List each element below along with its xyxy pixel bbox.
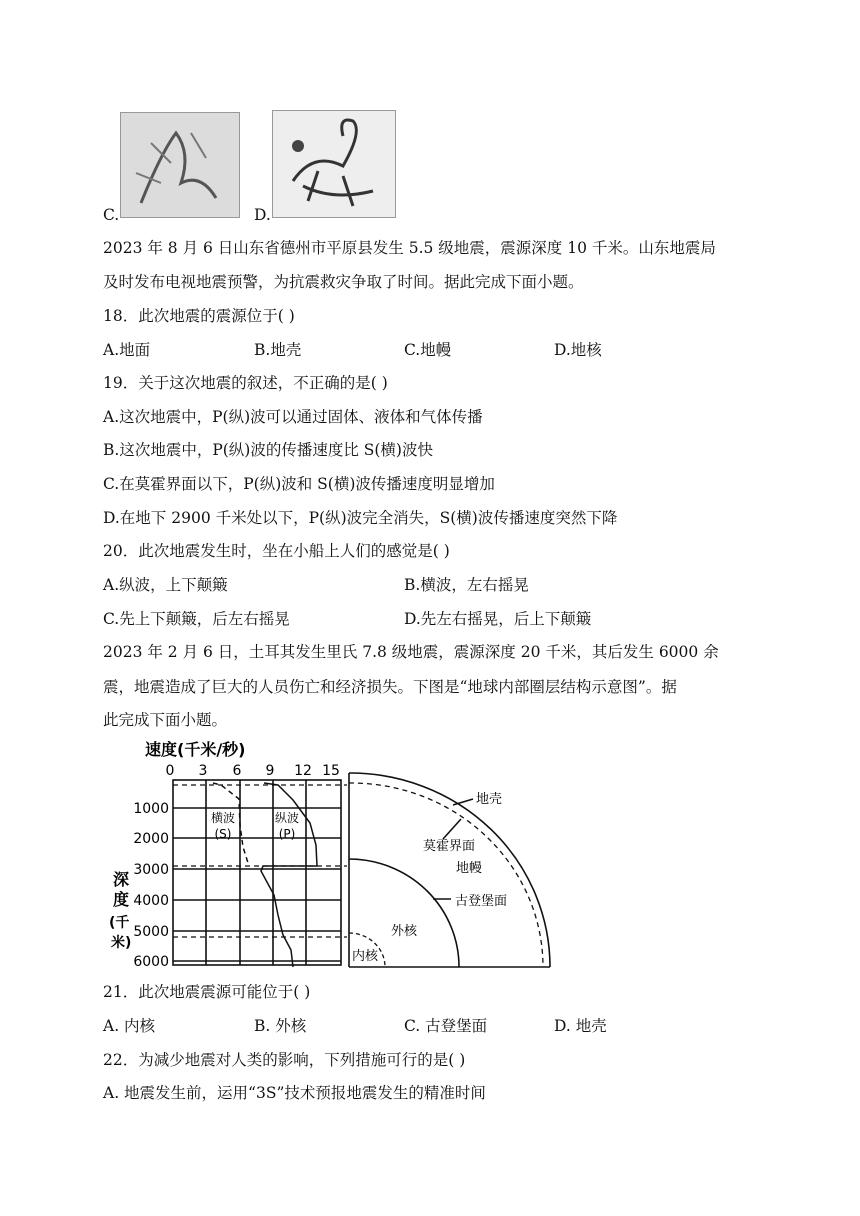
q19-option-b: B.这次地震中，P(纵)波的传播速度比 S(横)波快 (103, 441, 433, 459)
q21-stem: 21．此次地震震源可能位于( ) (103, 983, 311, 1001)
q20-stem: 20．此次地震发生时，坐在小船上人们的感觉是( ) (103, 542, 450, 560)
passage1-line1: 2023 年 8 月 6 日山东省德州市平原县发生 5.5 级地震，震源深度 10 千米。山东地震局 (103, 239, 716, 257)
q18-stem: 18．此次地震的震源位于( ) (103, 307, 295, 325)
gutenberg-label: 古登堡面 (455, 894, 508, 909)
s-wave-label: 横波 (210, 811, 236, 825)
depth-tick: 3000 (133, 862, 169, 878)
option-d-image (272, 110, 396, 218)
outer-core-label: 外核 (391, 924, 418, 939)
p-wave-label: 纵波 (274, 811, 300, 825)
speed-tick: 9 (265, 763, 275, 779)
depth-axis-label: 米) (111, 935, 132, 951)
q21-option-c: C. 古登堡面 (404, 1017, 488, 1035)
q21-option-a: A. 内核 (103, 1017, 156, 1035)
passage1-line2: 及时发布电视地震预警，为抗震救灾争取了时间。据此完成下面小题。 (103, 273, 584, 291)
q19-option-a: A.这次地震中，P(纵)波可以通过固体、液体和气体传播 (103, 408, 483, 426)
q18-option-b: B.地壳 (254, 341, 302, 359)
q22-option-a: A. 地震发生前，运用“3S”技术预报地震发生的精准时间 (103, 1084, 486, 1102)
depth-axis-label: (千 (109, 915, 130, 931)
speed-tick: 6 (232, 763, 242, 779)
option-c-image (120, 112, 240, 218)
q18-option-a: A.地面 (103, 341, 151, 359)
depth-axis-label: 深 (113, 870, 130, 889)
depth-tick: 2000 (133, 831, 169, 847)
earth-cross-section (349, 773, 550, 967)
q20-option-b: B.横波，左右摇晃 (404, 576, 529, 594)
passage2-line3: 此完成下面小题。 (103, 711, 228, 729)
speed-tick: 0 (165, 763, 175, 779)
option-d-label: D. (254, 206, 271, 224)
speed-tick: 12 (294, 763, 312, 779)
dragon-figure-icon (273, 111, 395, 217)
moho-label: 莫霍界面 (423, 839, 476, 854)
q19-option-d: D.在地下 2900 千米处以下，P(纵)波完全消失，S(横)波传播速度突然下降 (103, 509, 618, 527)
depth-tick: 6000 (133, 954, 169, 970)
passage2-line1: 2023 年 2 月 6 日，土耳其发生里氏 7.8 级地震，震源深度 20 千米，其后发生 6000 余 (103, 643, 719, 661)
earth-structure-diagram (103, 735, 563, 975)
inner-core-label: 内核 (352, 949, 379, 964)
q20-option-d: D.先左右摇晃，后上下颠簸 (404, 610, 592, 628)
depth-tick: 1000 (133, 801, 169, 817)
q21-option-d: D. 地壳 (554, 1017, 607, 1035)
option-c-label: C. (103, 206, 120, 224)
s-wave-label: (S) (214, 827, 232, 841)
depth-tick: 5000 (133, 924, 169, 940)
q18-option-d: D.地核 (554, 341, 602, 359)
speed-axis-title: 速度(千米/秒) (145, 740, 246, 759)
passage2-line2: 震，地震造成了巨大的人员伤亡和经济损失。下图是“地球内部圈层结构示意图”。据 (103, 678, 677, 696)
crust-label: 地壳 (476, 792, 503, 807)
q19-stem: 19．关于这次地震的叙述，不正确的是( ) (103, 374, 388, 392)
speed-tick: 3 (198, 763, 208, 779)
q21-option-b: B. 外核 (254, 1017, 307, 1035)
p-wave-label: (P) (278, 827, 296, 841)
q19-option-c: C.在莫霍界面以下，P(纵)波和 S(横)波传播速度明显增加 (103, 475, 495, 493)
q18-option-c: C.地幔 (404, 341, 452, 359)
speed-tick: 15 (322, 763, 340, 779)
q20-option-a: A.纵波，上下颠簸 (103, 576, 228, 594)
depth-tick: 4000 (133, 893, 169, 909)
rubbing-figure-icon (121, 113, 239, 217)
q20-option-c: C.先上下颠簸，后左右摇晃 (103, 610, 290, 628)
mantle-label: 地幔 (456, 861, 483, 876)
q22-stem: 22．为减少地震对人类的影响，下列措施可行的是( ) (103, 1051, 466, 1069)
depth-axis-label: 度 (113, 890, 130, 909)
